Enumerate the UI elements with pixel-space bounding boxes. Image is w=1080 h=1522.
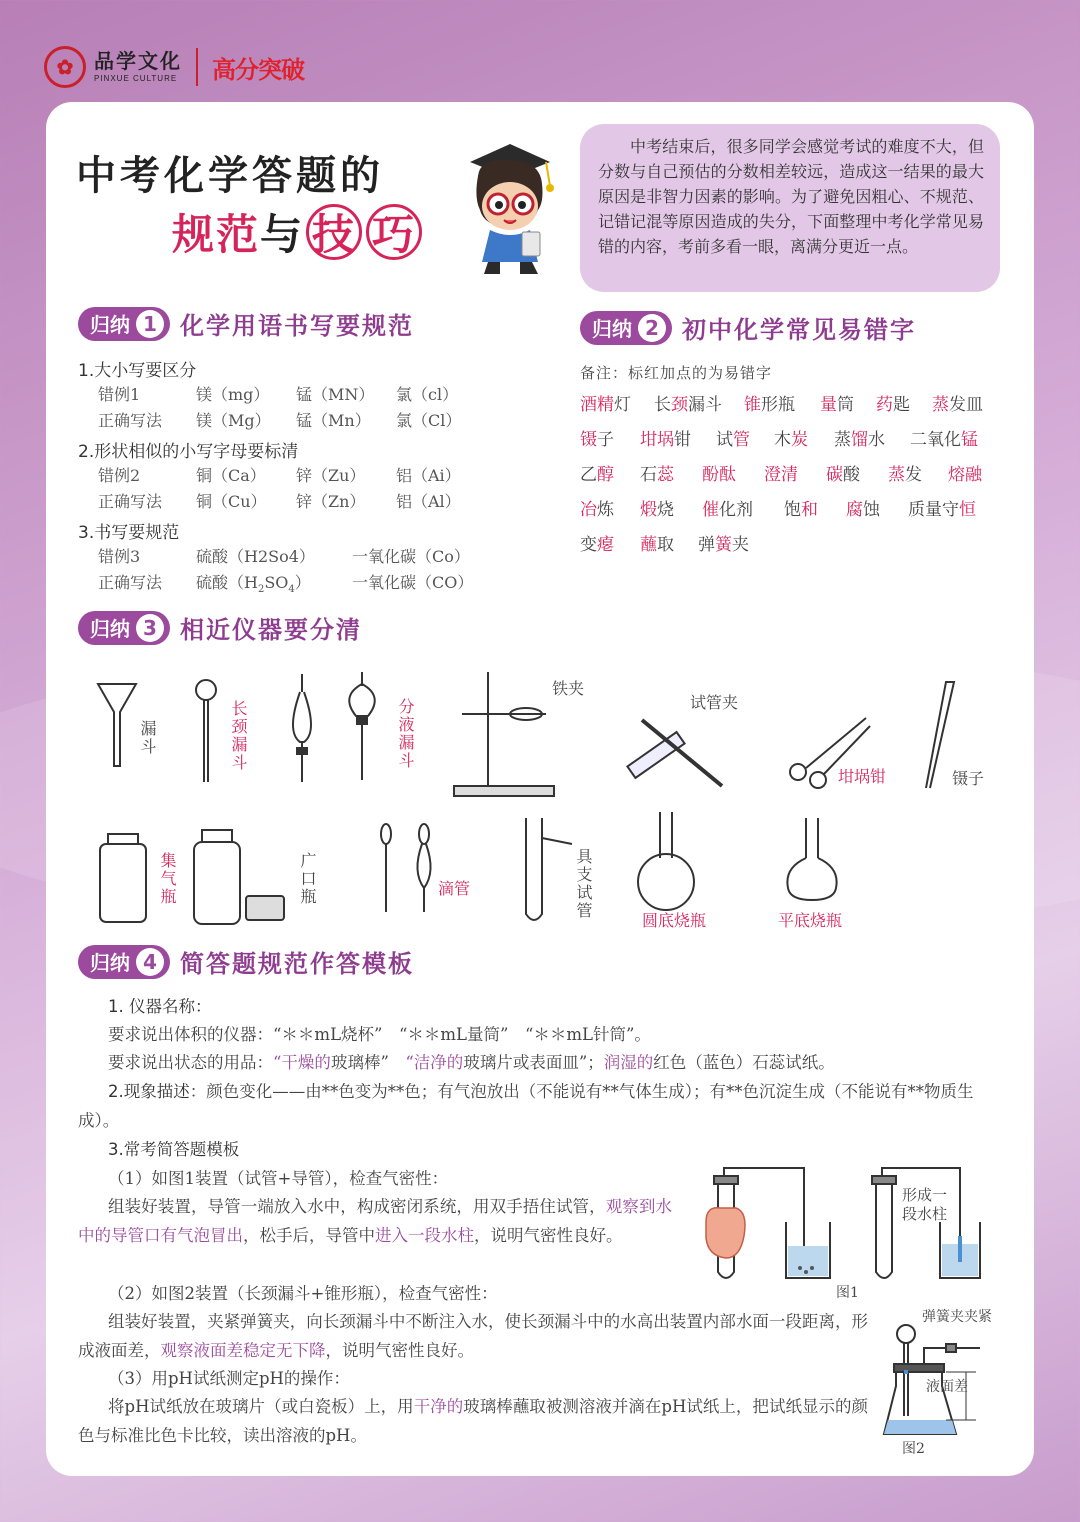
word-item: 蒸馏水 [834,430,885,450]
label-tube-holder: 试管夹 [690,693,739,712]
word-item: 坩埚钳 [640,430,691,450]
wide-mouth-bottle-icon [194,830,284,924]
word-item: 碳酸 [826,465,860,485]
word-item: 弹簧夹 [698,535,749,555]
sec4-p1-line1: 要求说出体积的仪器：“＊＊mL烧杯” “＊＊mL量筒” “＊＊mL针筒”。 [108,1025,651,1044]
section-2-pill: 归纳 2 [580,311,672,345]
section-3-header [78,610,362,645]
word-item: 蒸发 [888,465,922,485]
label-long-neck-funnel: 长颈漏斗 [229,700,248,772]
section-2-number: 2 [638,314,666,342]
sec1-row-wrong2: 错例2 铜（Ca） 锌（Zu） 铝（Ai） [98,466,461,485]
label-crucible-tongs: 坩埚钳 [838,767,887,786]
header [44,42,304,92]
label-round-flask: 圆底烧瓶 [642,911,707,930]
word-item: 催化剂 [702,500,753,520]
label-flat-flask: 平底烧瓶 [778,911,843,930]
word-item: 石蕊 [640,465,674,485]
word-item: 腐蚀 [846,500,880,520]
word-row-4 [580,495,988,520]
word-row-1 [580,390,992,415]
sec1-heading-3: 3.书写要规范 [78,523,180,543]
sec4-q1-head: （1）如图1装置（试管+导管），检查气密性： [108,1169,449,1188]
label-wide-bottle: 广口瓶 [298,852,317,906]
figure-1-caption: 图1 [836,1285,859,1301]
gas-bottle-icon [100,834,146,922]
flat-bottom-flask-icon [787,818,836,900]
separatory-funnel-icon-1 [293,674,311,782]
label-tweezers: 镊子 [952,769,985,788]
word-item: 饱和 [784,500,818,520]
word-item: 澄清 [764,465,798,485]
round-bottom-flask-icon [638,812,694,910]
brand2-logo: 高分突破 [212,55,304,84]
section-1-number: 1 [136,310,164,338]
section-4-title: 简答题规范作答模板 [180,949,414,978]
word-item: 熔融 [948,465,982,485]
apparatus-diagram [46,662,1034,942]
sec4-q2-head: （2）如图2装置（长颈漏斗+锥形瓶），检查气密性： [108,1284,498,1303]
brand-en: PINXUE CULTURE [94,74,178,83]
sec4-q2-body: 组装好装置，夹紧弹簧夹，向长颈漏斗中不断注入水，使长颈漏斗中的水高出装置内部水面一段距离，形成液面差，观察液面差稳定无下降，说明气密性良好。 [78,1312,868,1360]
word-row-5 [580,530,762,555]
sec4-q3-body: 将pH试纸放在玻璃片（或白瓷板）上，用干净的玻璃棒蘸取被测溶液并滴在pH试纸上，把试纸显示的颜色与标准比色卡比较，读出溶液的pH。 [78,1397,869,1445]
tweezers-icon [926,682,954,788]
word-item: 试管 [716,430,750,450]
test-tube-holder-icon [627,720,722,786]
sec1-row-right1: 正确写法 镁（Mg） 锰（Mn） 氯（Cl） [98,411,462,430]
word-item: 酚酞 [702,465,736,485]
sec2-note: 备注：标红加点的为易错字 [580,364,773,382]
intro-box: 中考结束后，很多同学会感觉考试的难度不大，但分数与自己预估的分数相差较远，造成这一结果的最大原因是非智力因素的影响。为了避免因粗心、不规范、记错记混等原因造成的失分，下面整理中考化学常见易错的内容，考前多看一眼，离满分更近一点。 [580,124,1000,292]
label-gas-bottle: 集气瓶 [158,852,177,906]
brand-cn: 品学文化 [94,49,182,73]
word-item: 乙醇 [580,465,614,485]
student-mascot-icon [450,136,562,276]
section-4-pill: 归纳 4 [78,945,170,979]
figure-2-clamp-label: 弹簧夹夹紧 [922,1309,992,1325]
word-item: 煅烧 [640,500,674,520]
figure-1-note: 形成一段水柱 [902,1186,948,1223]
section-2-header [580,310,916,345]
sec4-p1-line2: 要求说出状态的用品：“干燥的玻璃棒” “洁净的玻璃片或表面皿”；润湿的红色（蓝色）石蕊试纸。 [108,1053,835,1072]
title-word-yu: 与 [260,210,305,259]
section-1-title: 化学用语书写要规范 [180,311,414,340]
label-iron-clamp: 铁夹 [552,679,585,698]
title-word-guifan: 规范 [172,210,261,259]
sec4-q1-body: 组装好装置，导管一端放入水中，构成密闭系统，用双手捂住试管，观察到水中的导管口有气泡冒出，松手后，导管中进入一段水柱，说明气密性良好。 [78,1197,673,1245]
section-4-number: 4 [136,948,164,976]
word-item: 冶炼 [580,500,614,520]
sec1-heading-2: 2.形状相似的小写字母要标清 [78,442,299,462]
figure-1-diagram [696,1162,996,1292]
section-2-title: 初中化学常见易错字 [682,315,916,344]
content-card [46,102,1034,1476]
section-1-header [78,306,414,341]
word-item: 锥形瓶 [744,395,795,415]
word-row-3 [580,460,992,485]
brand-name [94,51,182,83]
word-item: 量筒 [820,395,854,415]
sec1-row-wrong1: 错例1 镁（mg） 锰（MN） 氯（cl） [98,385,459,404]
word-item: 酒精灯 [580,395,631,415]
brand-logo-icon: ✿ [44,46,86,88]
funnel-icon [98,684,136,766]
label-dropper: 滴管 [438,879,471,898]
sec1-row-right2: 正确写法 铜（Cu） 锌（Zn） 铝（Al） [98,492,461,511]
sec4-p3-head: 3.常考简答题模板 [108,1140,240,1159]
figure-2-caption: 图2 [902,1441,925,1457]
word-item: 长颈漏斗 [654,395,722,415]
word-item: 蘸取 [640,535,674,555]
dropper-icon [381,824,431,912]
page-title-line2 [172,202,424,262]
label-funnel: 漏斗 [138,720,157,756]
sec4-q3-head: （3）用pH试纸测定pH的操作： [108,1369,350,1388]
sec1-row-wrong3: 错例3 硫酸（H2So4） 一氧化碳（Co） [98,547,470,566]
sec4-p2: 2.现象描述：颜色变化——由**色变为**色；有气泡放出（不能说有**气体生成）；有**色沉淀生成（不能说有**物质生成）。 [78,1082,974,1130]
section-1-pill: 归纳 1 [78,307,170,341]
section-4-header [78,944,414,979]
side-arm-tube-icon [526,818,572,920]
iron-stand-icon [454,672,554,796]
label-side-tube: 具支试管 [574,848,593,920]
sec1-heading-1: 1.大小写要区分 [78,361,197,381]
word-item: 质量守恒 [908,500,976,520]
word-item: 蒸发皿 [932,395,983,415]
brand-separator [196,48,198,86]
word-item: 镊子 [580,430,614,450]
long-neck-funnel-icon [196,680,216,782]
title-circled-ji: 技 [306,204,362,260]
sec4-p1-head: 1. 仪器名称： [108,997,212,1016]
page-title-line1: 中考化学答题的 [76,152,384,199]
section-3-number: 3 [136,614,164,642]
separatory-funnel-icon-2 [349,672,374,780]
word-item: 二氧化锰 [910,430,978,450]
figure-2-diff-label: 液面差 [926,1379,968,1395]
title-circled-qiao: 巧 [366,204,422,260]
word-row-2 [580,425,990,450]
word-item: 药匙 [876,395,910,415]
word-item: 木炭 [774,430,808,450]
word-item: 变瘪 [580,535,614,555]
sec1-row-right3: 正确写法 硫酸$(H_2SO_4)$ 一氧化碳（CO） [98,573,474,596]
section-3-title: 相近仪器要分清 [180,615,362,644]
section-3-pill: 归纳 3 [78,611,170,645]
label-separatory-funnel: 分液漏斗 [396,698,415,770]
